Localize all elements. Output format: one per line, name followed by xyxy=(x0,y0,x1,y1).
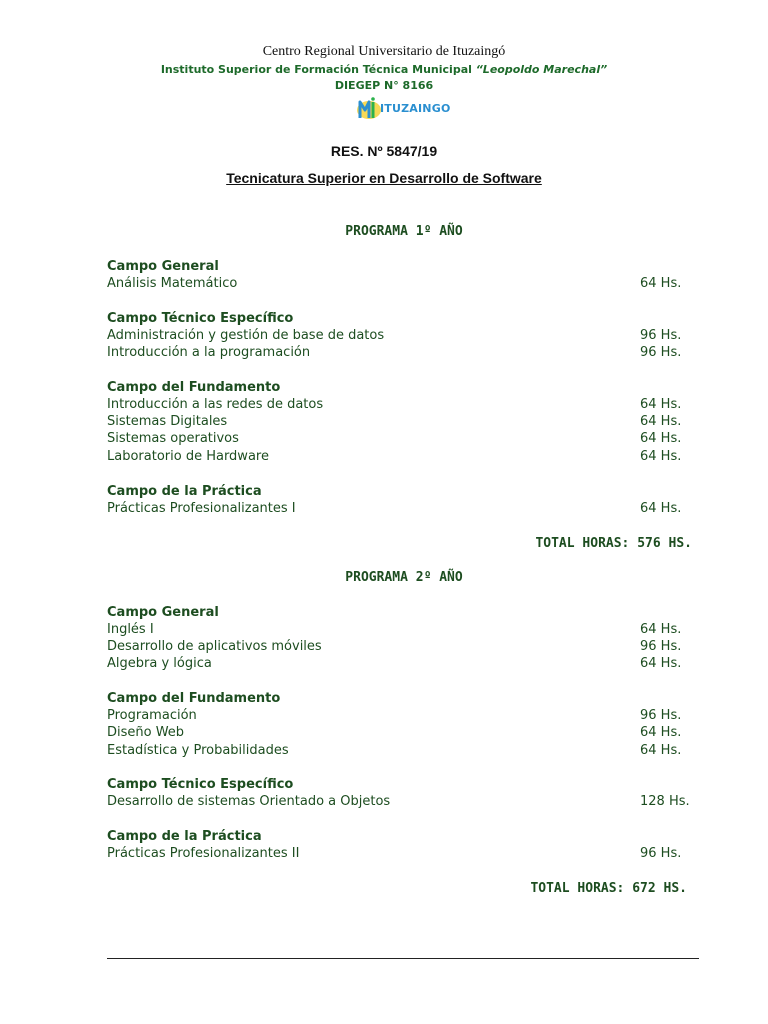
year-2-total-hours: TOTAL HORAS: 672 HS. xyxy=(530,881,687,896)
subject-name: Laboratorio de Hardware xyxy=(107,449,269,464)
year-2-title: PROGRAMA 2º AÑO xyxy=(345,570,463,585)
subject-name: Programación xyxy=(107,708,197,723)
subject-hours: 96 Hs. xyxy=(640,708,682,723)
subject-hours: 64 Hs. xyxy=(640,431,682,446)
diegep-number: DIEGEP N° 8166 xyxy=(334,79,434,92)
municipality-logo-icon xyxy=(356,96,382,122)
subject-row xyxy=(107,846,707,863)
footer-divider xyxy=(107,958,699,959)
degree-title xyxy=(0,170,768,186)
subject-row xyxy=(107,345,707,362)
field-heading: Campo Técnico Específico xyxy=(107,311,294,326)
subject-row xyxy=(107,431,707,448)
subject-hours: 96 Hs. xyxy=(640,846,682,861)
field-heading: Campo Técnico Específico xyxy=(107,777,294,792)
subject-name: Diseño Web xyxy=(107,725,185,740)
field-heading: Campo General xyxy=(107,259,219,274)
subject-name: Algebra y lógica xyxy=(107,656,212,671)
institute-name xyxy=(0,63,768,76)
logo-wordmark: ITUZAINGO xyxy=(380,102,451,115)
subject-hours: 96 Hs. xyxy=(640,639,682,654)
field-heading: Campo General xyxy=(107,605,219,620)
subject-hours: 128 Hs. xyxy=(640,794,690,809)
subject-row xyxy=(107,743,707,760)
subject-name: Desarrollo de aplicativos móviles xyxy=(107,639,322,654)
subject-name: Introducción a la programación xyxy=(107,345,311,360)
field-heading: Campo del Fundamento xyxy=(107,380,281,395)
subject-hours: 64 Hs. xyxy=(640,725,682,740)
center-name: Centro Regional Universitario de Ituzaingó xyxy=(262,44,506,59)
year-1-title: PROGRAMA 1º AÑO xyxy=(345,224,463,239)
subject-hours: 64 Hs. xyxy=(640,449,682,464)
subject-name: Introducción a las redes de datos xyxy=(107,397,324,412)
subject-row xyxy=(107,414,707,431)
subject-name: Inglés I xyxy=(107,622,154,637)
field-heading: Campo del Fundamento xyxy=(107,691,281,706)
institute-prefix: Instituto Superior de Formación Técnica Municipal xyxy=(160,63,476,76)
subject-row xyxy=(107,794,707,811)
subject-name: Prácticas Profesionalizantes I xyxy=(107,501,296,516)
subject-row xyxy=(107,397,707,414)
subject-name: Administración y gestión de base de datos xyxy=(107,328,385,343)
subject-name: Análisis Matemático xyxy=(107,276,238,291)
subject-row xyxy=(107,449,707,466)
subject-hours: 64 Hs. xyxy=(640,414,682,429)
subject-hours: 96 Hs. xyxy=(640,345,682,360)
subject-row xyxy=(107,622,707,639)
subject-name: Sistemas operativos xyxy=(107,431,239,446)
subject-name: Prácticas Profesionalizantes II xyxy=(107,846,300,861)
degree-title-text: Tecnicatura Superior en Desarrollo de Software xyxy=(226,170,542,186)
subject-hours: 64 Hs. xyxy=(640,622,682,637)
subject-hours: 64 Hs. xyxy=(640,397,682,412)
subject-hours: 64 Hs. xyxy=(640,501,682,516)
subject-hours: 96 Hs. xyxy=(640,328,682,343)
subject-row xyxy=(107,725,707,742)
year-1-total-hours: TOTAL HORAS: 576 HS. xyxy=(535,536,692,551)
subject-name: Desarrollo de sistemas Orientado a Objetos xyxy=(107,794,391,809)
subject-hours: 64 Hs. xyxy=(640,276,682,291)
ituzaingo-logo xyxy=(356,96,456,122)
subject-row xyxy=(107,328,707,345)
institute-quoted-name: “Leopoldo Marechal” xyxy=(475,63,608,76)
subject-name: Estadística y Probabilidades xyxy=(107,743,289,758)
field-heading: Campo de la Práctica xyxy=(107,484,262,499)
subject-hours: 64 Hs. xyxy=(640,656,682,671)
field-heading: Campo de la Práctica xyxy=(107,829,262,844)
subject-hours: 64 Hs. xyxy=(640,743,682,758)
subject-name: Sistemas Digitales xyxy=(107,414,228,429)
subject-row xyxy=(107,656,707,673)
subject-row xyxy=(107,276,707,293)
subject-row xyxy=(107,708,707,725)
subject-row xyxy=(107,501,707,518)
resolution-number: RES. Nº 5847/19 xyxy=(330,143,438,159)
subject-row xyxy=(107,639,707,656)
